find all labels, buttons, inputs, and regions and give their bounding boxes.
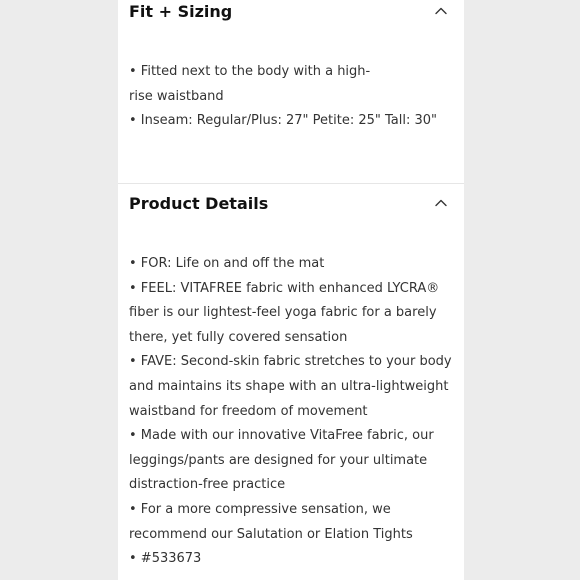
list-item: and maintains its shape with an ultra-lightweight xyxy=(129,378,449,394)
list-item: fiber is our lightest-feel yoga fabric for a barely xyxy=(129,305,437,321)
fit-sizing-header[interactable] xyxy=(118,0,464,30)
list-item: leggings/pants are designed for your ultimate xyxy=(129,452,428,468)
list-item: recommend our Salutation or Elation Tights xyxy=(129,526,413,542)
fit-sizing-title: Fit + Sizing xyxy=(129,2,233,21)
chevron-up-icon[interactable] xyxy=(434,196,448,210)
section-divider xyxy=(118,183,464,184)
list-item: there, yet fully covered sensation xyxy=(129,329,348,345)
fit-sizing-content xyxy=(129,60,459,134)
product-details-title: Product Details xyxy=(129,194,269,213)
list-item: distraction-free practice xyxy=(129,477,286,493)
list-item: • FEEL: VITAFREE fabric with enhanced LYCRA® xyxy=(129,280,440,296)
product-details-content xyxy=(129,252,459,572)
list-item: waistband for freedom of movement xyxy=(129,403,368,419)
list-item: • Inseam: Regular/Plus: 27" Petite: 25" Tall: 30" xyxy=(129,113,438,129)
list-item: • Fitted next to the body with a high- xyxy=(129,64,371,79)
list-item: • FAVE: Second-skin fabric stretches to your body xyxy=(129,354,452,370)
list-item: • #533673 xyxy=(129,551,202,567)
product-details-header[interactable] xyxy=(118,192,464,222)
list-item: • FOR: Life on and off the mat xyxy=(129,256,325,271)
product-info-panel xyxy=(118,0,464,580)
list-item: rise waistband xyxy=(129,88,224,104)
list-item: • For a more compressive sensation, we xyxy=(129,501,391,517)
list-item: • Made with our innovative VitaFree fabric, our xyxy=(129,428,434,444)
chevron-up-icon[interactable] xyxy=(434,4,448,18)
